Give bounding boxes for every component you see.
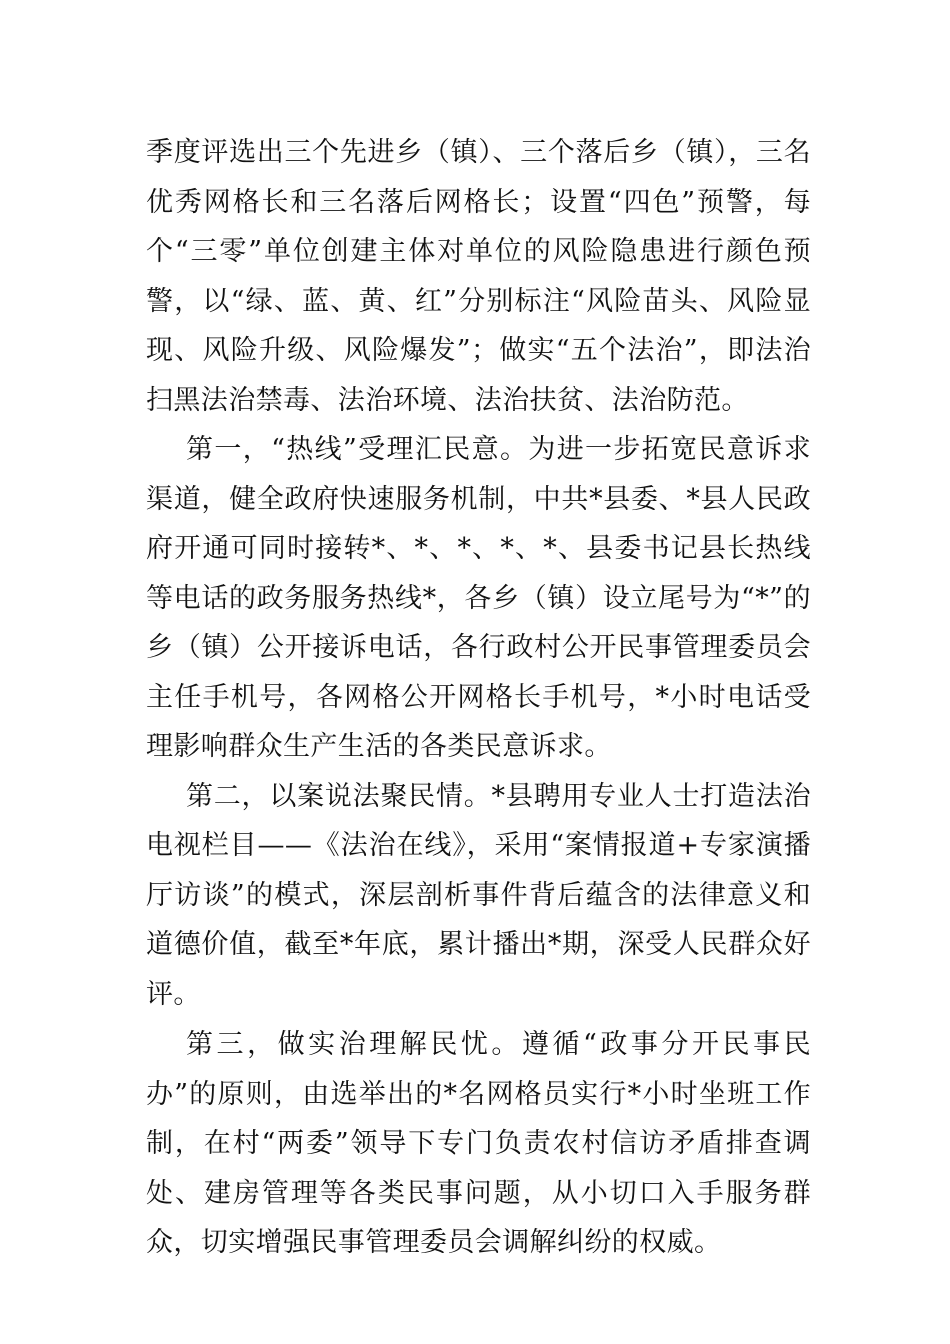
paragraph-governance: 第三，做实治理解民忧。遵循“政事分开民事民办”的原则，由选举出的*名网格员实行*小时坐班工作制，在村“两委”领导下专门负责农村信访矛盾排查调处、建房管理等各类民事问题，从小切口入手服务群众，切实增强民事管理委员会调解纠纷的权威。 [146, 1029, 811, 1258]
document-body [146, 128, 811, 1268]
paragraph-legal-program: 第二，以案说法聚民情。*县聘用专业人士打造法治电视栏目——《法治在线》，采用“案情报道+专家演播厅访谈”的模式，深层剖析事件背后蕴含的法律意义和道德价值，截至*年底，累计播出*期，深受人民群众好评。 [146, 780, 811, 1010]
paragraph-hotline: 第一，“热线”受理汇民意。为进一步拓宽民意诉求渠道，健全政府快速服务机制，中共*县委、*县人民政府开通可同时接转*、*、*、*、*、县委书记县长热线等电话的政务服务热线*，各乡（镇）设立尾号为“*”的乡（镇）公开接诉电话，各行政村公开民事管理委员会主任手机号，各网格公开网格长手机号，*小时电话受理影响群众生产生活的各类民意诉求。 [146, 434, 811, 762]
paragraph-continuation: 季度评选出三个先进乡（镇）、三个落后乡（镇），三名优秀网格长和三名落后网格长；设置“四色”预警，每个“三零”单位创建主体对单位的风险隐患进行颜色预警，以“绿、蓝、黄、红”分别标注“风险苗头、风险显现、风险升级、风险爆发”；做实“五个法治”，即法治扫黑法治禁毒、法治环境、法治扶贫、法治防范。 [146, 137, 811, 416]
